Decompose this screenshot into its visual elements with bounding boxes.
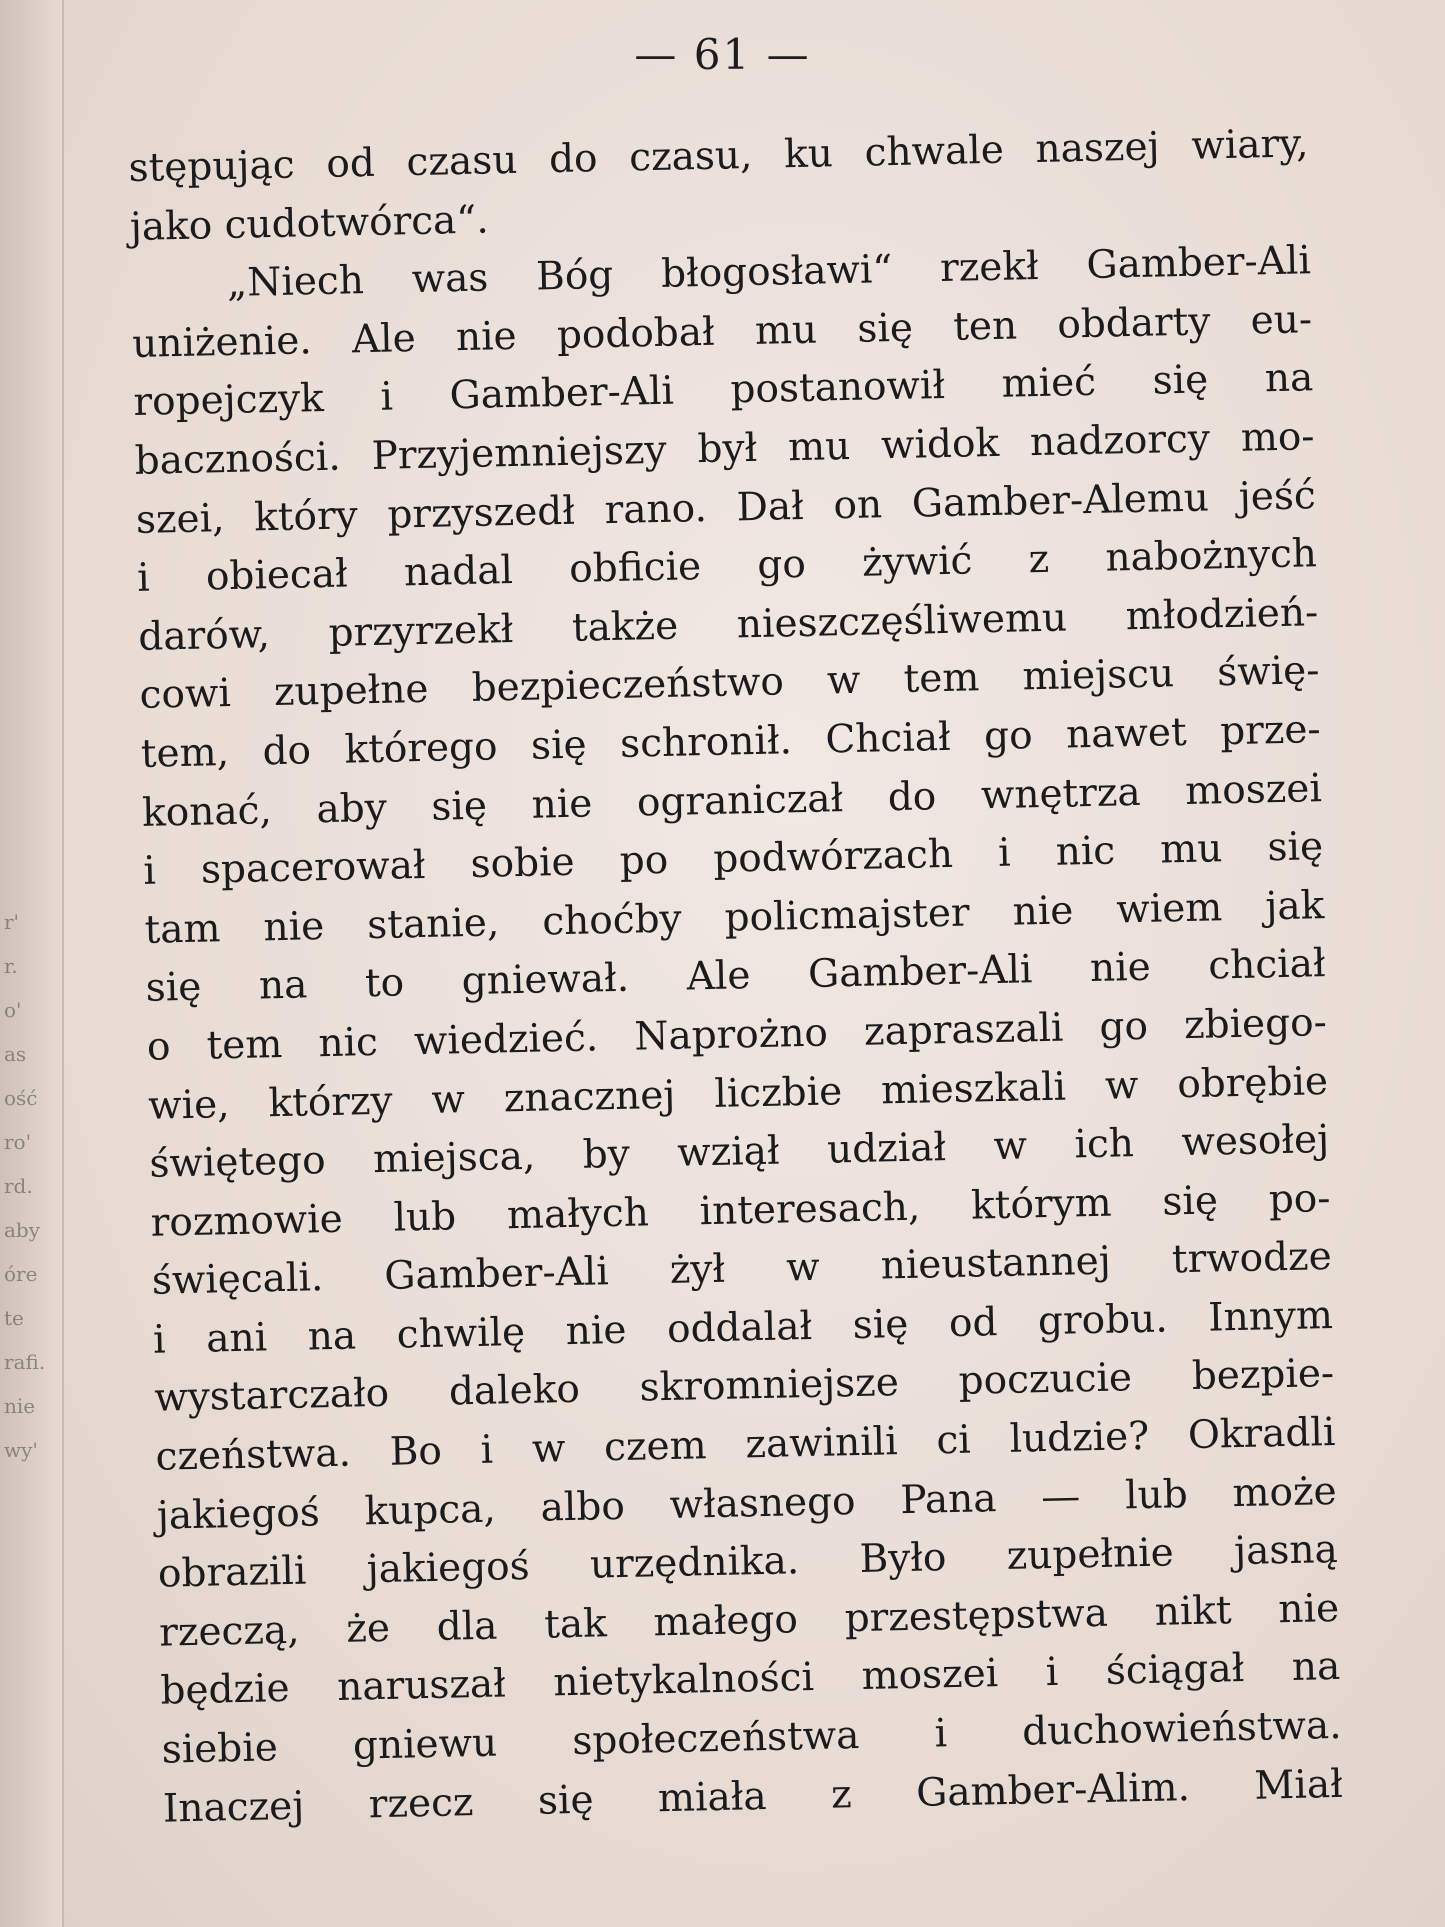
- previous-page-text-fragments: [4, 900, 56, 1472]
- text-line: tem, do którego się schronił. Chciał go nawet prze-: [140, 707, 1322, 777]
- text-line: o tem nic wiedzieć. Naprożno zapraszali go zbiego-: [146, 1000, 1328, 1070]
- text-line: jako cudotwórca“.: [129, 197, 490, 250]
- edge-fragment: as: [4, 1042, 27, 1066]
- text-line: święcali. Gamber-Ali żył w nieustannej trwodze: [151, 1234, 1333, 1305]
- text-line: rozmowie lub małych interesach, którym się po-: [150, 1175, 1331, 1246]
- edge-fragment: rafi.: [4, 1350, 46, 1374]
- text-line: i obiecał nadal obficie go żywić z nabożnych: [136, 531, 1318, 602]
- text-line: cowi zupełne bezpieczeństwo w tem miejscu świę-: [139, 648, 1320, 719]
- text-line: szei, który przyszedł rano. Dał on Gamber-Alemu jeść: [135, 472, 1317, 543]
- edge-fragment: nie: [4, 1394, 36, 1418]
- page-number: — 61 —: [634, 30, 811, 79]
- text-line: uniżenie. Ale nie podobał mu się ten obdarty eu-: [131, 297, 1313, 367]
- text-line: wystarczało daleko skromniejsze poczucie bezpie-: [153, 1351, 1335, 1422]
- previous-page-edge: [0, 0, 64, 1927]
- text-line: baczności. Przyjemniejszy był mu widok nadzorcy mo-: [134, 414, 1315, 484]
- edge-fragment: ro': [4, 1130, 32, 1154]
- text-line: darów, przyrzekł także nieszczęśliwemu młodzień-: [137, 589, 1319, 660]
- edge-fragment: r': [4, 910, 20, 934]
- text-line: konać, aby się nie ograniczał do wnętrza moszei: [141, 765, 1323, 836]
- text-line: siebie gniewu społeczeństwa i duchowieństwa.: [161, 1702, 1342, 1773]
- text-line: Inaczej rzecz się miała z Gamber-Alim. Miał: [162, 1761, 1344, 1832]
- edge-fragment: óre: [4, 1262, 38, 1286]
- text-line: będzie naruszał nietykalności moszei i ściągał na: [160, 1644, 1341, 1715]
- text-line: „Niech was Bóg błogosławi“ rzekł Gamber-Ali: [226, 238, 1312, 307]
- body-text: [128, 115, 1343, 1839]
- text-line: ropejczyk i Gamber-Ali postanowił mieć się na: [133, 355, 1314, 426]
- text-line: stępując od czasu do czasu, ku chwale naszej wiary,: [128, 121, 1309, 191]
- edge-fragment: o': [4, 998, 22, 1022]
- text-line: świętego miejsca, by wziął udział w ich wesołej: [148, 1117, 1330, 1187]
- edge-fragment: wy': [4, 1438, 38, 1462]
- edge-fragment: ość: [4, 1086, 38, 1110]
- text-line: rzeczą, że dla tak małego przestępstwa nikt nie: [158, 1585, 1340, 1656]
- edge-fragment: r.: [4, 954, 18, 978]
- edge-fragment: rd.: [4, 1174, 33, 1198]
- text-line: jakiegoś kupca, albo własnego Pana — lub może: [156, 1468, 1338, 1539]
- text-line: i spacerował sobie po podwórzach i nic mu się: [142, 824, 1324, 894]
- edge-fragment: te: [4, 1306, 24, 1330]
- text-line: obrazili jakiegoś urzędnika. Było zupełnie jasną: [157, 1527, 1339, 1597]
- text-line: i ani na chwilę nie oddalał się od grobu. Innym: [152, 1292, 1334, 1363]
- text-line: czeństwa. Bo i w czem zawinili ci ludzie? Okradli: [155, 1410, 1336, 1480]
- text-line: się na to gniewał. Ale Gamber-Ali nie chciał: [145, 941, 1326, 1012]
- edge-fragment: aby: [4, 1218, 41, 1242]
- text-line: tam nie stanie, choćby policmajster nie wiem jak: [144, 882, 1325, 953]
- text-line: wie, którzy w znacznej liczbie mieszkali w obrębie: [147, 1058, 1329, 1129]
